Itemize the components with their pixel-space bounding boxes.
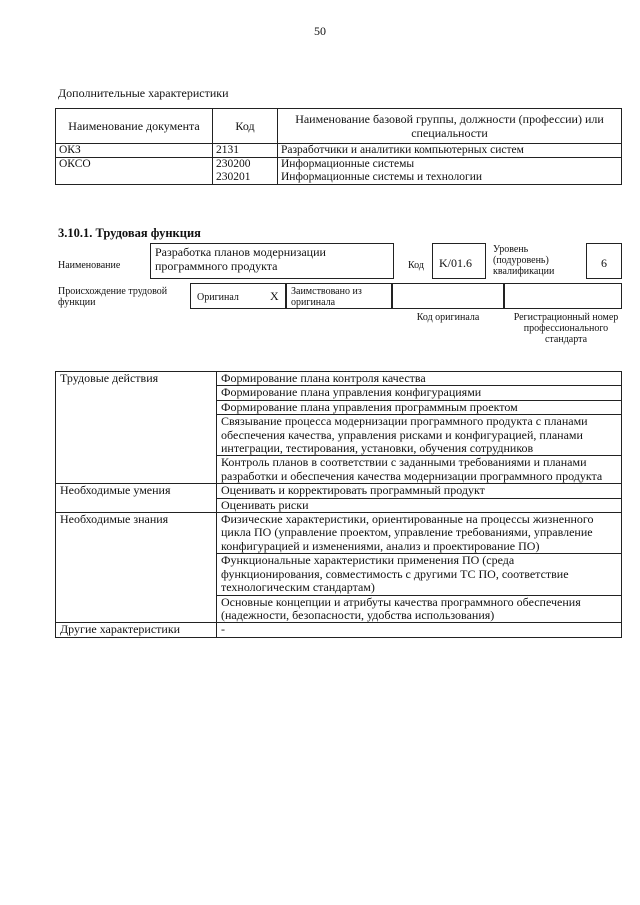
list-item: Основные концепции и атрибуты качества программного обеспечения (надежности, безопасности, удобства использования) <box>217 595 622 623</box>
list-item: Связывание процесса модернизации программного продукта с планами обеспечения качества, управления рисками и конфигурацией, планами интеграции, тестирования, установки, обучения сотрудников <box>217 415 622 456</box>
code-value: K/01.6 <box>439 256 472 270</box>
level-box <box>586 243 622 279</box>
original-label: Оригинал <box>197 292 239 303</box>
reg-number-label: Регистрационный номер профессионального стандарта <box>513 312 619 345</box>
borrowed-box <box>286 283 392 309</box>
doc-cell: ОКЗ <box>56 144 213 158</box>
group-name-cell <box>278 158 622 185</box>
table-row <box>56 513 622 554</box>
list-item: Формирование плана управления программным проектом <box>217 400 622 414</box>
table-row <box>56 158 622 185</box>
table-row <box>56 372 622 386</box>
section-label-other-characteristics: Другие характеристики <box>56 623 217 637</box>
list-item: Физические характеристики, ориентированные на процессы жизненного цикла ПО (управление проектом, управление требованиями, управление конфигурацией и изменениями, анализ и проектирование ПО) <box>217 513 622 554</box>
group-name-value: Информационные системы <box>281 158 415 170</box>
list-item: Функциональные характеристики применения ПО (среда функционирования, совместимость с другими ТС ПО, соответствие технологическим стандартам) <box>217 554 622 595</box>
section-label-labor-actions: Трудовые действия <box>56 372 217 484</box>
list-item: Формирование плана управления конфигурациями <box>217 386 622 400</box>
borrowed-label: Заимствовано из оригинала <box>291 286 362 308</box>
doc-cell: ОКСО <box>56 158 213 185</box>
original-box <box>190 283 286 309</box>
code-value: 230201 <box>216 171 251 183</box>
header-code: Код <box>213 109 278 144</box>
header-group-name: Наименование базовой группы, должности (профессии) или специальности <box>278 109 622 144</box>
level-value: 6 <box>601 256 607 270</box>
function-name-box <box>150 243 394 279</box>
code-value: 230200 <box>216 158 251 170</box>
section-label-required-skills: Необходимые умения <box>56 484 217 513</box>
code-cell <box>213 158 278 185</box>
list-item: Оценивать и корректировать программный продукт <box>217 484 622 498</box>
group-name-value: Информационные системы и технологии <box>281 171 483 183</box>
additional-characteristics-title: Дополнительные характеристики <box>58 86 229 100</box>
list-item: Контроль планов в соответствии с заданными требованиями и планами разработки и обеспечения качества модернизации программного продукта <box>217 456 622 484</box>
code-cell: 2131 <box>213 144 278 158</box>
list-item: Формирование плана контроля качества <box>217 372 622 386</box>
table-header-row <box>56 109 622 144</box>
code-original-box <box>392 283 504 309</box>
list-item: - <box>217 623 622 637</box>
level-label: Уровень (подуровень) квалификации <box>493 244 555 277</box>
function-name-value: Разработка планов модернизации программного продукта <box>155 245 326 273</box>
section-label-required-knowledge: Необходимые знания <box>56 513 217 623</box>
code-box <box>432 243 486 279</box>
list-item: Оценивать риски <box>217 498 622 512</box>
table-row <box>56 623 622 637</box>
labor-function-title: 3.10.1. Трудовая функция <box>58 226 201 240</box>
page-number: 50 <box>314 24 326 38</box>
name-label: Наименование <box>58 260 121 271</box>
table-row <box>56 484 622 498</box>
code-label: Код <box>408 260 424 271</box>
group-name-cell: Разработчики и аналитики компьютерных систем <box>278 144 622 158</box>
labor-function-details-table <box>55 371 622 638</box>
original-mark: X <box>270 289 279 303</box>
code-original-label: Код оригинала <box>416 312 480 323</box>
reg-number-box <box>504 283 622 309</box>
table-row <box>56 144 622 158</box>
additional-characteristics-table <box>55 108 622 185</box>
origin-label: Происхождение трудовой функции <box>58 286 168 308</box>
header-doc-name: Наименование документа <box>56 109 213 144</box>
